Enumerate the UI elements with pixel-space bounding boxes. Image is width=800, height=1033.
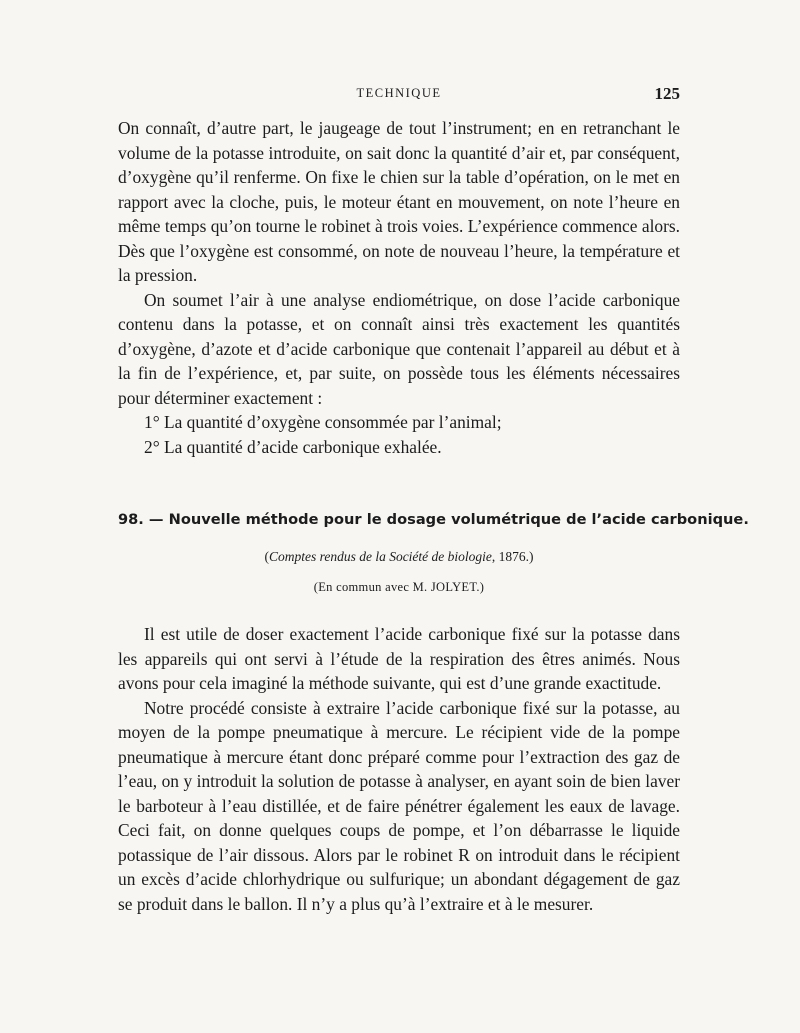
section-heading: 98. — Nouvelle méthode pour le dosage volumétrique de l’acide carbonique.	[118, 511, 749, 528]
section-continuation	[118, 116, 680, 459]
source-year: , 1876.)	[491, 549, 534, 564]
paragraph: On connaît, d’autre part, le jaugeage de tout l’instrument; en en retranchant le volume de la potasse introduite, on sait donc la quantité d’air et, par conséquent, d’oxygène qu’il renferme. On fixe le chien sur la table d’opération, on le met en rapport avec la cloche, puis, le moteur étant en mouvement, on note l’heure en même temps qu’on tourne le robinet à trois voies. L’expérience commence alors. Dès que l’oxygène est consommé, on note de nouveau l’heure, la température et la pression.	[118, 118, 680, 285]
source-title: Comptes rendus de la Société de biologie	[268, 549, 492, 564]
running-title: TECHNIQUE	[356, 86, 442, 100]
list-item: 1° La quantité d’oxygène consommée par l’animal;	[144, 412, 502, 432]
page-number: 125	[654, 84, 680, 103]
section-98-body	[118, 622, 680, 916]
source-reference	[118, 549, 680, 565]
paragraph: Il est utile de doser exactement l’acide carbonique fixé sur la potasse dans les appareils qui ont servi à l’étude de la respiration des êtres animés. Nous avons pour cela imaginé la méthode suivante, qui est d’une grande exactitude.	[118, 624, 680, 693]
collaboration-note: (En commun avec M. JOLYET.)	[313, 580, 485, 594]
list-item: 2° La quantité d’acide carbonique exhalée.	[144, 436, 442, 457]
paragraph: Notre procédé consiste à extraire l’acide carbonique fixé sur la potasse, au moyen de la pompe pneumatique à mercure. Le récipient vide de la pompe pneumatique à mercure étant donc préparé comme pour l’extraction des gaz de l’eau, on y introduit la solution de potasse à analyser, en ayant soin de bien laver le barboteur à l’eau distillée, et de faire pénétrer également les eaux de lavage. Ceci fait, on donne quelques coups de pompe, et l’on débarrasse le liquide potassique de l’air dissous. Alors par le robinet R on introduit dans le récipient un excès d’acide chlorhydrique ou sulfurique; un abondant dégagement de gaz se produit dans le ballon. Il n’y a plus qu’à l’extraire et à le mesurer.	[118, 697, 680, 914]
source-open: (	[264, 549, 269, 564]
paragraph: On soumet l’air à une analyse endiométrique, on dose l’acide carbonique contenu dans la potasse, et on connaît ainsi très exactement les quantités d’oxygène, d’azote et d’acide carbonique que contenait l’appareil au début et à la fin de l’expérience, et, par suite, on possède tous les éléments nécessaires pour déterminer exactement :	[118, 289, 680, 408]
running-head	[118, 86, 680, 106]
